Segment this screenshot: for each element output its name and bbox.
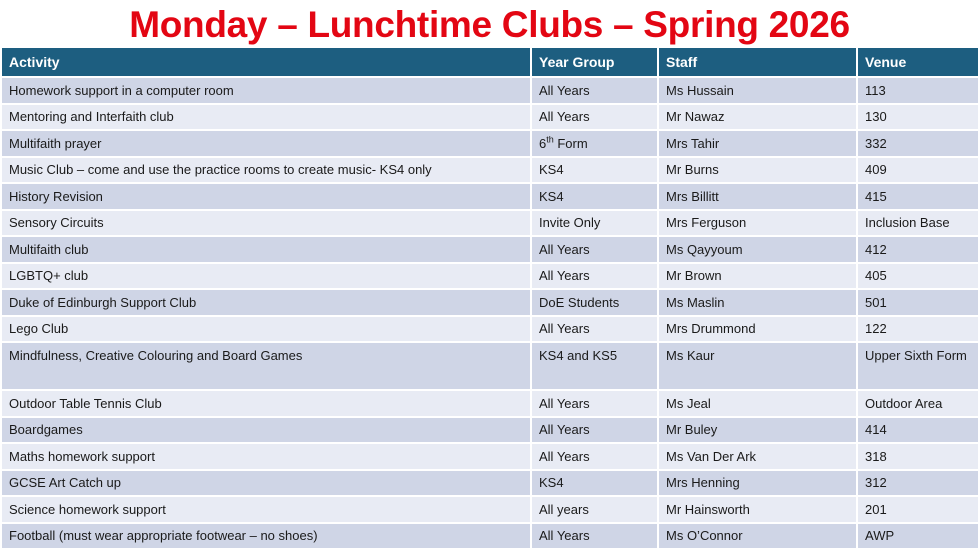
venue-cell: 409: [857, 157, 978, 184]
staff-cell: Mr Buley: [658, 417, 857, 444]
page-title: Monday – Lunchtime Clubs – Spring 2026: [129, 4, 850, 45]
venue-cell: 312: [857, 470, 978, 497]
staff-cell: Mrs Ferguson: [658, 210, 857, 237]
venue-cell: 412: [857, 236, 978, 263]
year-group-cell: KS4: [531, 183, 658, 210]
staff-cell: Ms Maslin: [658, 289, 857, 316]
venue-cell: 415: [857, 183, 978, 210]
staff-cell: Mr Brown: [658, 263, 857, 290]
activity-cell: Homework support in a computer room: [2, 77, 531, 104]
activity-cell: Sensory Circuits: [2, 210, 531, 237]
table-row: [2, 417, 978, 444]
column-header-activity: Activity: [2, 48, 531, 77]
staff-cell: Mr Hainsworth: [658, 496, 857, 523]
venue-cell: 405: [857, 263, 978, 290]
activity-cell: Mindfulness, Creative Colouring and Board Games: [2, 342, 531, 390]
table-row: [2, 443, 978, 470]
year-group-cell: [531, 130, 658, 157]
venue-cell: 332: [857, 130, 978, 157]
table-row: [2, 470, 978, 497]
year-group-cell: All Years: [531, 390, 658, 417]
venue-cell: 501: [857, 289, 978, 316]
staff-cell: Ms O’Connor: [658, 523, 857, 550]
year-group-cell: KS4: [531, 470, 658, 497]
table-row: [2, 77, 978, 104]
year-group-cell: All Years: [531, 263, 658, 290]
venue-cell: 122: [857, 316, 978, 343]
clubs-table: [2, 48, 978, 550]
table-row: [2, 130, 978, 157]
table-row: [2, 342, 978, 390]
year-group-cell: All Years: [531, 104, 658, 131]
staff-cell: Mrs Drummond: [658, 316, 857, 343]
table-row: [2, 236, 978, 263]
staff-cell: Mrs Tahir: [658, 130, 857, 157]
venue-cell: Outdoor Area: [857, 390, 978, 417]
year-group-cell: All Years: [531, 236, 658, 263]
venue-cell: 130: [857, 104, 978, 131]
column-header-year-group: Year Group: [531, 48, 658, 77]
year-group-cell: All Years: [531, 417, 658, 444]
venue-cell: Upper Sixth Form: [857, 342, 978, 390]
year-group-cell: All years: [531, 496, 658, 523]
year-group-cell: DoE Students: [531, 289, 658, 316]
year-group-cell: All Years: [531, 523, 658, 550]
staff-cell: Mr Nawaz: [658, 104, 857, 131]
table-row: [2, 390, 978, 417]
activity-cell: Science homework support: [2, 496, 531, 523]
year-group-cell: KS4: [531, 157, 658, 184]
venue-cell: 414: [857, 417, 978, 444]
year-group-cell: All Years: [531, 443, 658, 470]
activity-cell: Football (must wear appropriate footwear – no shoes): [2, 523, 531, 550]
venue-cell: AWP: [857, 523, 978, 550]
staff-cell: Mr Burns: [658, 157, 857, 184]
column-header-venue: Venue: [857, 48, 978, 77]
year-group-cell: All Years: [531, 316, 658, 343]
staff-cell: Ms Hussain: [658, 77, 857, 104]
year-group-cell: All Years: [531, 77, 658, 104]
column-header-staff: Staff: [658, 48, 857, 77]
venue-cell: 201: [857, 496, 978, 523]
year-group-cell: KS4 and KS5: [531, 342, 658, 390]
table-header-row: [2, 48, 978, 77]
table-row: [2, 263, 978, 290]
table-row: [2, 289, 978, 316]
activity-cell: Boardgames: [2, 417, 531, 444]
year-group-number: 6: [539, 135, 547, 151]
table-row: [2, 183, 978, 210]
table-row: [2, 157, 978, 184]
activity-cell: Outdoor Table Tennis Club: [2, 390, 531, 417]
table-row: [2, 316, 978, 343]
staff-cell: Ms Jeal: [658, 390, 857, 417]
activity-cell: Maths homework support: [2, 443, 531, 470]
venue-cell: Inclusion Base: [857, 210, 978, 237]
year-group-rest: Form: [553, 135, 588, 151]
activity-cell: History Revision: [2, 183, 531, 210]
activity-cell: GCSE Art Catch up: [2, 470, 531, 497]
table-row: [2, 210, 978, 237]
table-row: [2, 104, 978, 131]
staff-cell: Mrs Henning: [658, 470, 857, 497]
staff-cell: Ms Qayyoum: [658, 236, 857, 263]
year-group-cell: Invite Only: [531, 210, 658, 237]
activity-cell: Duke of Edinburgh Support Club: [2, 289, 531, 316]
activity-cell: Music Club – come and use the practice rooms to create music- KS4 only: [2, 157, 531, 184]
activity-cell: Mentoring and Interfaith club: [2, 104, 531, 131]
venue-cell: 113: [857, 77, 978, 104]
activity-cell: Multifaith club: [2, 236, 531, 263]
staff-cell: Ms Kaur: [658, 342, 857, 390]
activity-cell: Multifaith prayer: [2, 130, 531, 157]
year-group-suffix: th: [546, 134, 554, 145]
staff-cell: Mrs Billitt: [658, 183, 857, 210]
table-row: [2, 523, 978, 550]
activity-cell: LGBTQ+ club: [2, 263, 531, 290]
venue-cell: 318: [857, 443, 978, 470]
staff-cell: Ms Van Der Ark: [658, 443, 857, 470]
table-row: [2, 496, 978, 523]
activity-cell: Lego Club: [2, 316, 531, 343]
